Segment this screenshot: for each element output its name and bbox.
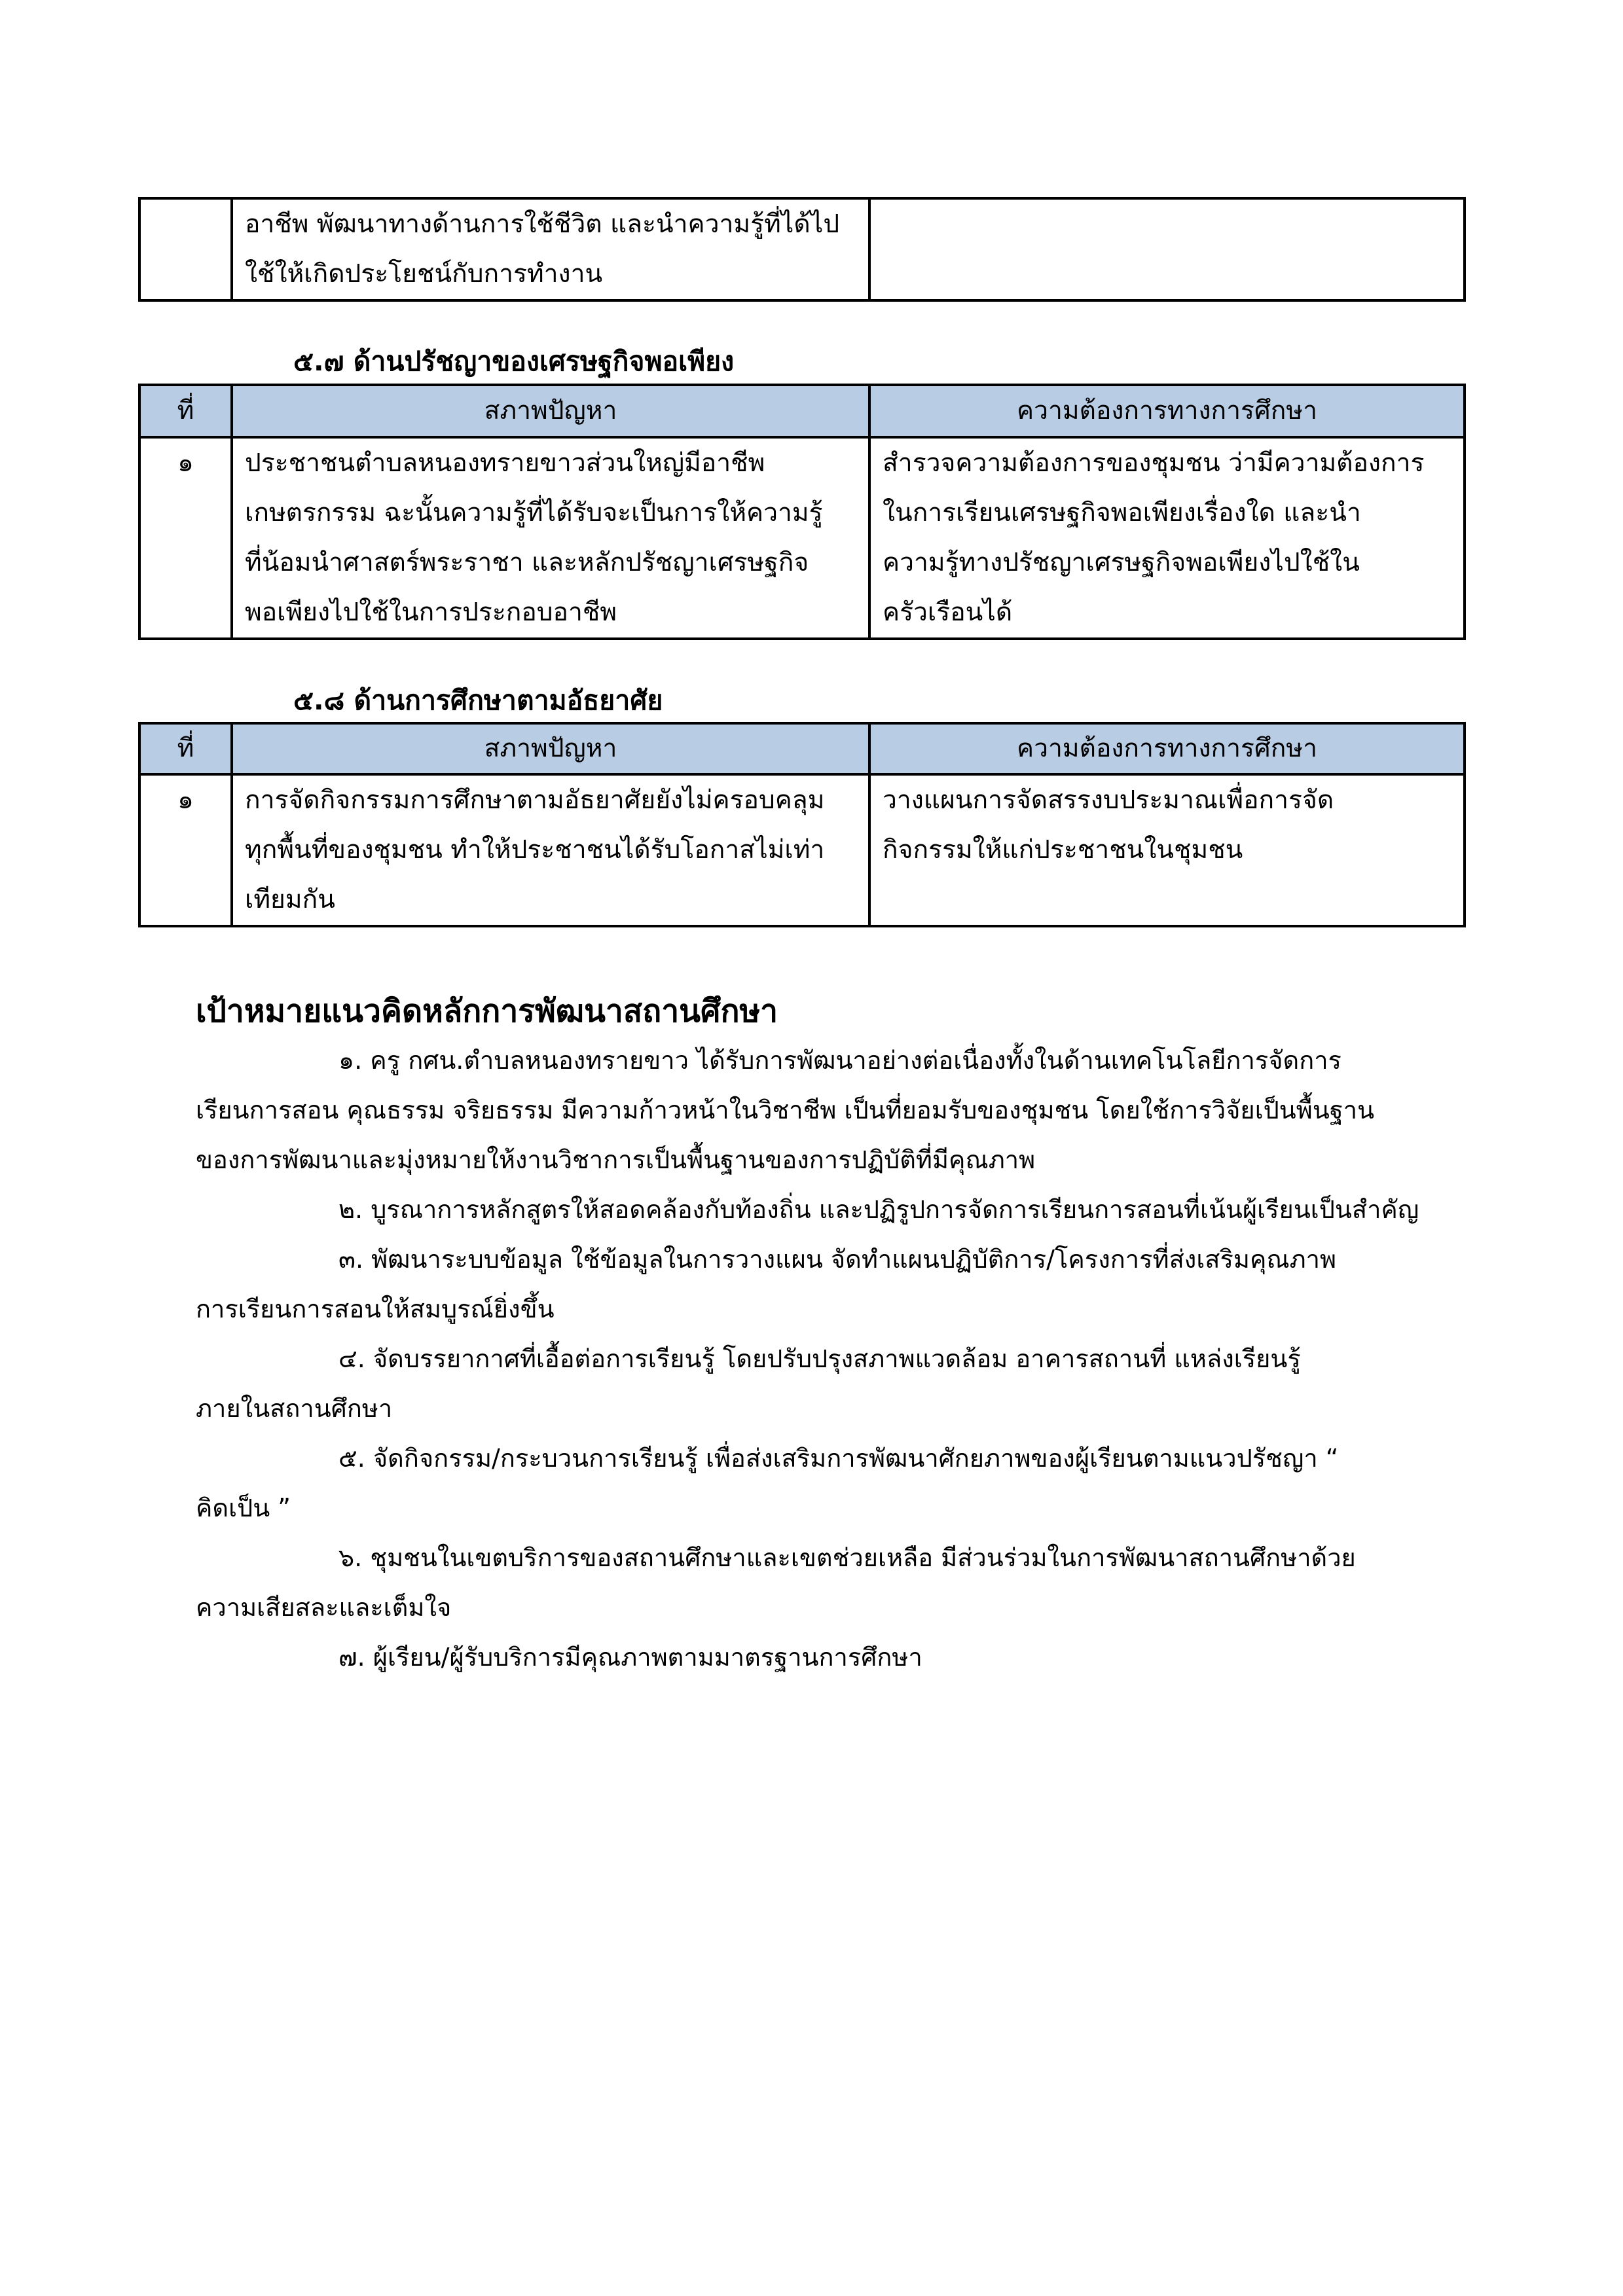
table-header-row	[139, 385, 1465, 437]
column-header-need: ความต้องการทางการศึกษา	[869, 723, 1465, 774]
row-number: ๑	[139, 774, 232, 926]
goal-item-5	[196, 1433, 1464, 1533]
need-line: สำรวจความต้องการของชุมชน ว่ามีความต้องการ	[883, 448, 1425, 478]
problem-line: ประชาชนตำบลหนองทรายขาวส่วนใหญ่มีอาชีพ	[245, 448, 765, 478]
goal-line: ๗. ผู้เรียน/ผู้รับบริการมีคุณภาพตามมาตรฐานการศึกษา	[338, 1643, 922, 1672]
goal-item-6	[196, 1533, 1464, 1632]
table-5-7	[138, 384, 1466, 640]
goal-line: ๓. พัฒนาระบบข้อมูล ใช้ข้อมูลในการวางแผน จัดทำแผนปฏิบัติการ/โครงการที่ส่งเสริมคุณภาพ	[338, 1245, 1337, 1274]
goal-item-4	[196, 1334, 1464, 1433]
row-number	[139, 198, 232, 300]
goal-line: ๖. ชุมชนในเขตบริการของสถานศึกษาและเขตช่วยเหลือ มีส่วนร่วมในการพัฒนาสถานศึกษาด้วย	[338, 1543, 1356, 1572]
problem-cell	[232, 437, 869, 639]
goal-line: เรียนการสอน คุณธรรม จริยธรรม มีความก้าวหน้าในวิชาชีพ เป็นที่ยอมรับของชุมชน โดยใช้การวิจัยเป็นพื้นฐาน	[196, 1096, 1375, 1124]
goal-line: ๔. จัดบรรยากาศที่เอื้อต่อการเรียนรู้ โดยปรับปรุงสภาพแวดล้อม อาคารสถานที่ แหล่งเรียนรู้	[338, 1344, 1301, 1373]
need-line: ความรู้ทางปรัชญาเศรษฐกิจพอเพียงไปใช้ใน	[883, 548, 1360, 577]
problem-line: ทุกพื้นที่ของชุมชน ทำให้ประชาชนได้รับโอกาสไม่เท่า	[245, 835, 825, 865]
problem-cell	[232, 774, 869, 926]
need-cell	[869, 774, 1465, 926]
need-cell	[869, 437, 1465, 639]
need-line: วางแผนการจัดสรรงบประมาณเพื่อการจัด	[883, 785, 1334, 815]
need-line: กิจกรรมให้แก่ประชาชนในชุมชน	[883, 835, 1243, 865]
table-header-row	[139, 723, 1465, 774]
need-line: ครัวเรือนได้	[883, 598, 1013, 627]
goal-item-2	[196, 1185, 1464, 1234]
column-header-problem: สภาพปัญหา	[232, 723, 869, 774]
goal-item-7	[196, 1632, 1464, 1682]
goal-line: ๕. จัดกิจกรรม/กระบวนการเรียนรู้ เพื่อส่งเสริมการพัฒนาศักยภาพของผู้เรียนตามแนวปรัชญา “	[338, 1444, 1339, 1473]
goal-line: ภายในสถานศึกษา	[196, 1394, 393, 1423]
goal-item-1	[196, 1035, 1464, 1185]
problem-line: ที่น้อมนำศาสตร์พระราชา และหลักปรัชญาเศรษฐกิจ	[245, 548, 809, 577]
goal-item-3	[196, 1234, 1464, 1334]
column-header-no: ที่	[139, 385, 232, 437]
column-header-problem: สภาพปัญหา	[232, 385, 869, 437]
continued-table	[138, 197, 1466, 302]
need-line: ในการเรียนเศรษฐกิจพอเพียงเรื่องใด และนำ	[883, 498, 1361, 528]
need-cell	[869, 198, 1465, 300]
goal-line: การเรียนการสอนให้สมบูรณ์ยิ่งขึ้น	[196, 1295, 555, 1323]
problem-cell	[232, 198, 869, 300]
problem-line: เกษตรกรรม ฉะนั้นความรู้ที่ได้รับจะเป็นการให้ความรู้	[245, 498, 823, 528]
goal-line: ๑. ครู กศน.ตำบลหนองทรายขาว ได้รับการพัฒนาอย่างต่อเนื่องทั้งในด้านเทคโนโลยีการจัดการ	[338, 1046, 1341, 1075]
goal-line: ของการพัฒนาและมุ่งหมายให้งานวิชาการเป็นพื้นฐานของการปฏิบัติที่มีคุณภาพ	[196, 1145, 1036, 1174]
table-row	[139, 198, 1465, 300]
problem-line: อาชีพ พัฒนาทางด้านการใช้ชีวิต และนำความรู้ที่ได้ไป	[245, 209, 840, 239]
problem-line: ใช้ให้เกิดประโยชน์กับการทำงาน	[245, 259, 603, 289]
section-heading-5-7: ๕.๗ ด้านปรัชญาของเศรษฐกิจพอเพียง	[293, 346, 735, 377]
column-header-no: ที่	[139, 723, 232, 774]
column-header-need: ความต้องการทางการศึกษา	[869, 385, 1465, 437]
goal-line: ความเสียสละและเต็มใจ	[196, 1593, 452, 1622]
goal-line: คิดเป็น ”	[196, 1494, 291, 1522]
row-number: ๑	[139, 437, 232, 639]
goal-line: ๒. บูรณาการหลักสูตรให้สอดคล้องกับท้องถิ่น และปฏิรูปการจัดการเรียนการสอนที่เน้นผู้เรียนเป็นสำคัญ	[338, 1195, 1419, 1224]
goals-title: เป้าหมายแนวคิดหลักการพัฒนาสถานศึกษา	[196, 993, 778, 1030]
problem-line: เทียมกัน	[245, 885, 335, 914]
problem-line: การจัดกิจกรรมการศึกษาตามอัธยาศัยยังไม่ครอบคลุม	[245, 785, 825, 815]
problem-line: พอเพียงไปใช้ในการประกอบอาชีพ	[245, 598, 617, 627]
table-row	[139, 437, 1465, 639]
section-heading-5-8: ๕.๘ ด้านการศึกษาตามอัธยาศัย	[293, 685, 663, 716]
goals-list	[196, 1035, 1464, 1682]
table-5-8	[138, 722, 1466, 927]
table-row	[139, 774, 1465, 926]
